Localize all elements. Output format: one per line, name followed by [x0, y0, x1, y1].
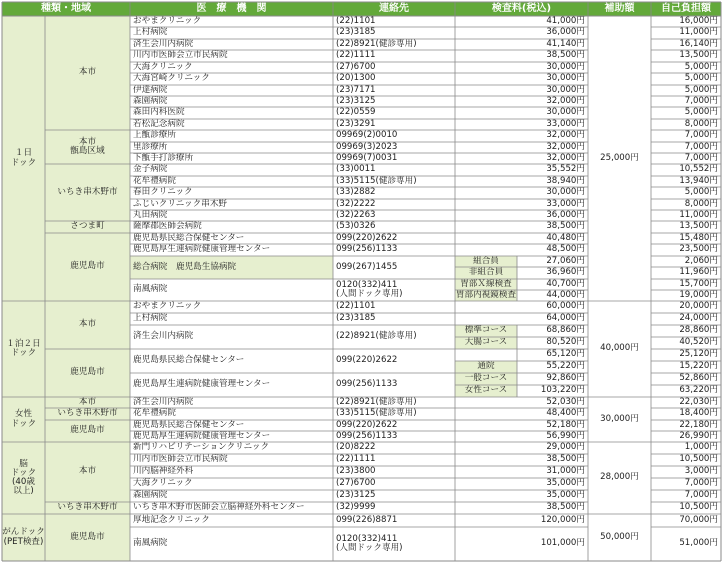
self-pay-cell: 3,000円 [684, 466, 718, 477]
institution-cell: 上村病院 [133, 313, 168, 324]
fee-cell: 92,860円 [546, 373, 585, 384]
self-pay-cell: 11,000円 [679, 27, 718, 38]
fee-cell: 36,960円 [546, 267, 585, 278]
fee-cell: 27,060円 [546, 256, 585, 266]
self-pay-cell: 20,000円 [679, 301, 718, 312]
self-pay-cell: 1,000円 [684, 442, 718, 453]
header-category: 種類・地域 [41, 2, 91, 14]
region-cell: さつま町 [70, 221, 105, 232]
institution-cell: 南風病院 [133, 284, 168, 295]
institution-cell: 川内脳神経外科 [133, 466, 194, 477]
contact-cell: (33)0011 [336, 164, 376, 175]
institution-cell: 鹿児島県民総合保健センター [133, 355, 245, 366]
contact-cell: (22)0559 [336, 107, 376, 118]
contact-cell: (23)3800 [336, 466, 376, 477]
self-pay-cell: 5,000円 [684, 62, 718, 72]
fee-cell: 40,700円 [546, 279, 585, 289]
self-pay-cell: 18,400円 [679, 408, 718, 419]
contact-cell: (53)0326 [336, 221, 376, 232]
institution-cell: 鹿児島県民総合保健センター [133, 420, 245, 430]
self-pay-cell: 23,500円 [679, 244, 718, 255]
self-pay-cell: 7,000円 [684, 96, 718, 106]
institution-cell: おやまクリニック [133, 16, 202, 26]
self-pay-cell: 7,000円 [684, 478, 718, 489]
region-cell: 本市 [78, 397, 97, 407]
contact-cell: (32)2263 [336, 210, 376, 220]
header-self-pay: 自己負担額 [661, 2, 711, 14]
institution-cell: 南風病院 [133, 538, 168, 549]
institution-cell: 新門リハビリテーションクリニック [133, 442, 270, 453]
contact-cell: (33)2882 [336, 187, 376, 198]
contact-cell: 099(220)2622 [336, 420, 398, 430]
header-contact: 連絡先 [379, 2, 409, 14]
contact-cell: (23)3185 [336, 27, 376, 38]
institution-cell: 下甑手打診療所 [133, 153, 194, 163]
institution-cell: 花牟禮病院 [133, 176, 176, 186]
subsidy-cell: 30,000円 [600, 413, 639, 424]
fee-cell: 32,000円 [546, 153, 585, 163]
contact-cell: 099(226)8871 [336, 514, 398, 525]
fee-cell: 33,000円 [546, 119, 585, 129]
self-pay-cell: 7,000円 [684, 490, 718, 501]
course-cell: 一般コース [464, 373, 508, 384]
contact-cell: 09969(7)0031 [336, 153, 398, 163]
self-pay-cell: 15,700円 [679, 279, 718, 289]
fee-cell: 33,000円 [546, 199, 585, 209]
fee-cell: 38,500円 [546, 502, 585, 513]
contact-cell: 099(256)1133 [336, 431, 398, 441]
subsidy-cell: 40,000円 [600, 343, 639, 354]
category-cell: 女性 ドック [10, 409, 37, 429]
subsidy-cell: 50,000円 [600, 531, 639, 542]
course-cell: 通院 [477, 361, 495, 372]
self-pay-cell: 13,940円 [679, 176, 718, 186]
fee-cell: 60,000円 [546, 301, 585, 312]
self-pay-cell: 10,500円 [679, 502, 718, 513]
fee-cell: 44,000円 [546, 290, 585, 300]
institution-cell: 鹿児島県民総合保健センター [133, 233, 245, 243]
contact-cell: (20)1300 [336, 73, 376, 84]
fee-cell: 30,000円 [546, 73, 585, 84]
self-pay-cell: 63,220円 [679, 385, 718, 396]
subsidy-cell: 28,000円 [600, 472, 639, 483]
self-pay-cell: 25,120円 [679, 349, 718, 360]
subsidy-cell: 25,000円 [600, 152, 639, 163]
fee-cell: 36,000円 [546, 27, 585, 38]
contact-cell: (23)7171 [336, 85, 376, 95]
course-cell: 大腸コース [464, 337, 508, 348]
course-cell: 胃部Ｘ線検査 [460, 279, 512, 289]
contact-cell: (23)3125 [336, 96, 376, 106]
region-cell: 本市 [78, 319, 97, 330]
region-cell: 本市 [78, 67, 97, 78]
contact-cell: 0120(332)411 (人間ドック専用) [336, 533, 403, 553]
contact-cell: 099(220)2622 [336, 233, 398, 243]
self-pay-cell: 19,000円 [679, 290, 718, 300]
contact-cell: 09969(3)2023 [336, 142, 398, 152]
region-cell: 本市 甑島区域 [70, 136, 105, 156]
self-pay-cell: 28,860円 [679, 325, 718, 336]
category-cell: がんドック (PET検査) [2, 527, 45, 547]
contact-cell: (33)5115(健診専用) [336, 408, 417, 419]
fee-cell: 80,520円 [546, 337, 585, 348]
contact-cell: (27)6700 [336, 478, 376, 489]
fee-cell: 120,000円 [540, 514, 585, 525]
institution-cell: 伊達病院 [133, 85, 168, 95]
contact-cell: (23)3125 [336, 490, 376, 501]
contact-cell: (27)6700 [336, 62, 376, 72]
fee-cell: 103,220円 [540, 385, 585, 396]
fee-cell: 38,500円 [546, 50, 585, 61]
contact-cell: (22)1111 [336, 50, 376, 61]
fee-cell: 38,500円 [546, 454, 585, 465]
contact-cell: 0120(332)411 (人間ドック専用) [336, 279, 403, 299]
self-pay-cell: 11,000円 [679, 210, 718, 220]
contact-cell: (33)5115(健診専用) [336, 176, 417, 186]
self-pay-cell: 51,000円 [679, 538, 718, 549]
self-pay-cell: 15,480円 [679, 233, 718, 243]
self-pay-cell: 70,000円 [679, 514, 718, 525]
fee-cell: 30,000円 [546, 187, 585, 198]
region-cell: 本市 [78, 466, 97, 477]
institution-cell: 春田クリニック [133, 187, 193, 198]
fee-cell: 30,000円 [546, 62, 585, 72]
course-cell: 女性コース [464, 385, 508, 396]
contact-cell: (23)3291 [336, 119, 376, 129]
institution-cell: 上村病院 [133, 27, 168, 38]
institution-cell: 金子病院 [133, 164, 168, 175]
contact-cell: (22)8921(健診専用) [336, 39, 417, 49]
course-cell: 胃部内視鏡検査 [455, 290, 517, 300]
contact-cell: (32)2222 [336, 199, 376, 209]
self-pay-cell: 52,860円 [679, 373, 718, 384]
fee-cell: 68,860円 [546, 325, 585, 336]
contact-cell: 09969(2)0010 [336, 130, 398, 141]
self-pay-cell: 16,140円 [679, 39, 718, 49]
fee-cell: 30,000円 [546, 85, 585, 95]
fee-cell: 41,140円 [546, 39, 585, 49]
fee-cell: 48,400円 [546, 408, 585, 419]
self-pay-cell: 5,000円 [684, 85, 718, 95]
self-pay-cell: 5,000円 [684, 73, 718, 84]
fee-cell: 35,000円 [546, 490, 585, 501]
category-cell: １泊２日 ドック [6, 338, 41, 358]
fee-cell: 36,000円 [546, 210, 585, 220]
contact-cell: 099(256)1133 [336, 244, 398, 255]
institution-cell: 鹿児島厚生連病院健康管理センター [133, 379, 271, 390]
institution-cell: 厚地記念クリニック [133, 514, 210, 525]
region-cell: 鹿児島市 [70, 531, 105, 542]
self-pay-cell: 7,000円 [684, 130, 718, 141]
institution-cell: 森田内科医院 [133, 107, 185, 118]
contact-cell: 099(267)1455 [336, 261, 398, 272]
fee-cell: 29,000円 [546, 442, 585, 453]
institution-cell: 丸田病院 [133, 210, 168, 220]
fee-cell: 32,000円 [546, 96, 585, 106]
contact-cell: (22)8921(健診専用) [336, 331, 417, 342]
category-cell: 脳 ドック (40歳 以上) [10, 458, 37, 497]
institution-cell: 済生会川内病院 [133, 397, 194, 407]
contact-cell: (22)1101 [336, 301, 376, 312]
self-pay-cell: 13,500円 [679, 50, 718, 61]
self-pay-cell: 2,060円 [684, 256, 718, 266]
self-pay-cell: 15,220円 [679, 361, 718, 372]
region-cell: 鹿児島市 [70, 425, 105, 436]
self-pay-cell: 5,000円 [684, 187, 718, 198]
institution-cell: 森園病院 [133, 490, 168, 501]
contact-cell: (23)3185 [336, 313, 376, 324]
header-institution: 医 療 機 関 [196, 2, 267, 14]
self-pay-cell: 26,990円 [679, 431, 718, 441]
contact-cell: (22)1111 [336, 454, 376, 465]
region-cell: いちき串木野市 [57, 186, 118, 197]
fee-cell: 30,000円 [546, 107, 585, 118]
fee-cell: 31,000円 [546, 466, 585, 477]
institution-cell: 里診療所 [133, 142, 168, 152]
institution-cell: おやまクリニック [133, 301, 202, 312]
self-pay-cell: 5,000円 [684, 107, 718, 118]
contact-cell: (32)9999 [336, 502, 376, 513]
institution-cell: 大海クリニック [133, 62, 193, 72]
header-subsidy: 補助額 [604, 2, 635, 14]
fee-cell: 41,000円 [546, 16, 585, 26]
self-pay-cell: 10,552円 [679, 164, 718, 175]
institution-cell: 薩摩郡医師会病院 [133, 221, 202, 232]
institution-cell: 総合病院 鹿児島生協病院 [133, 261, 237, 272]
region-cell: 鹿児島市 [70, 261, 105, 272]
institution-cell: 済生会川内病院 [133, 331, 194, 342]
fee-cell: 101,000円 [540, 538, 585, 549]
institution-cell: いちき串木野市医師会立脳神経外科センター [133, 502, 305, 513]
institution-cell: 若松記念病院 [133, 119, 185, 129]
course-cell: 標準コース [464, 325, 508, 336]
fee-cell: 64,000円 [546, 313, 585, 324]
contact-cell: 099(220)2622 [336, 355, 398, 366]
header-fee: 検査料(税込) [491, 2, 552, 14]
self-pay-cell: 16,000円 [679, 16, 718, 26]
self-pay-cell: 7,000円 [684, 153, 718, 163]
fee-cell: 38,500円 [546, 221, 585, 232]
region-cell: いちき串木野市 [57, 408, 118, 419]
self-pay-cell: 24,000円 [679, 313, 718, 324]
fee-cell: 32,000円 [546, 130, 585, 141]
contact-cell: (22)8921(健診専用) [336, 397, 417, 407]
fee-cell: 40,480円 [546, 233, 585, 243]
contact-cell: 099(256)1133 [336, 379, 398, 390]
fee-cell: 35,000円 [546, 478, 585, 489]
institution-cell: 済生会川内病院 [133, 39, 194, 49]
self-pay-cell: 13,500円 [679, 221, 718, 232]
institution-cell: 森園病院 [133, 96, 168, 106]
self-pay-cell: 22,030円 [679, 397, 718, 407]
institution-cell: 大海クリニック [133, 478, 193, 489]
self-pay-cell: 11,960円 [679, 267, 718, 278]
institution-cell: 上甑診療所 [133, 130, 176, 141]
fee-cell: 35,552円 [546, 164, 585, 175]
fee-cell: 65,120円 [546, 349, 585, 360]
fee-cell: 52,030円 [546, 397, 585, 407]
fee-cell: 48,500円 [546, 244, 585, 255]
category-cell: １日 ドック [10, 148, 37, 168]
contact-cell: (22)1101 [336, 16, 376, 26]
fee-cell: 55,220円 [546, 361, 585, 372]
self-pay-cell: 8,000円 [684, 199, 718, 209]
institution-cell: 花牟禮病院 [133, 408, 176, 419]
region-cell: いちき串木野市 [57, 502, 118, 513]
fee-cell: 38,940円 [546, 176, 585, 186]
institution-cell: 川内市医師会立市民病院 [133, 50, 228, 61]
self-pay-cell: 8,000円 [684, 119, 718, 129]
region-cell: 鹿児島市 [70, 367, 105, 378]
self-pay-cell: 40,520円 [679, 337, 718, 348]
self-pay-cell: 7,000円 [684, 142, 718, 152]
institution-cell: 鹿児島厚生連病院健康管理センター [133, 244, 271, 255]
self-pay-cell: 10,500円 [679, 454, 718, 465]
institution-cell: ふじいクリニック串木野 [133, 199, 228, 209]
institution-cell: 大海宮崎クリニック [133, 73, 210, 84]
institution-cell: 鹿児島厚生連病院健康管理センター [133, 431, 271, 441]
self-pay-cell: 22,180円 [679, 420, 718, 430]
contact-cell: (20)8222 [336, 442, 376, 453]
course-cell: 非組合員 [468, 267, 504, 278]
fee-cell: 56,990円 [546, 431, 585, 441]
institution-cell: 川内市医師会立市民病院 [133, 454, 228, 465]
fee-cell: 52,180円 [546, 420, 585, 430]
fee-cell: 32,000円 [546, 142, 585, 152]
course-cell: 組合員 [473, 256, 499, 266]
